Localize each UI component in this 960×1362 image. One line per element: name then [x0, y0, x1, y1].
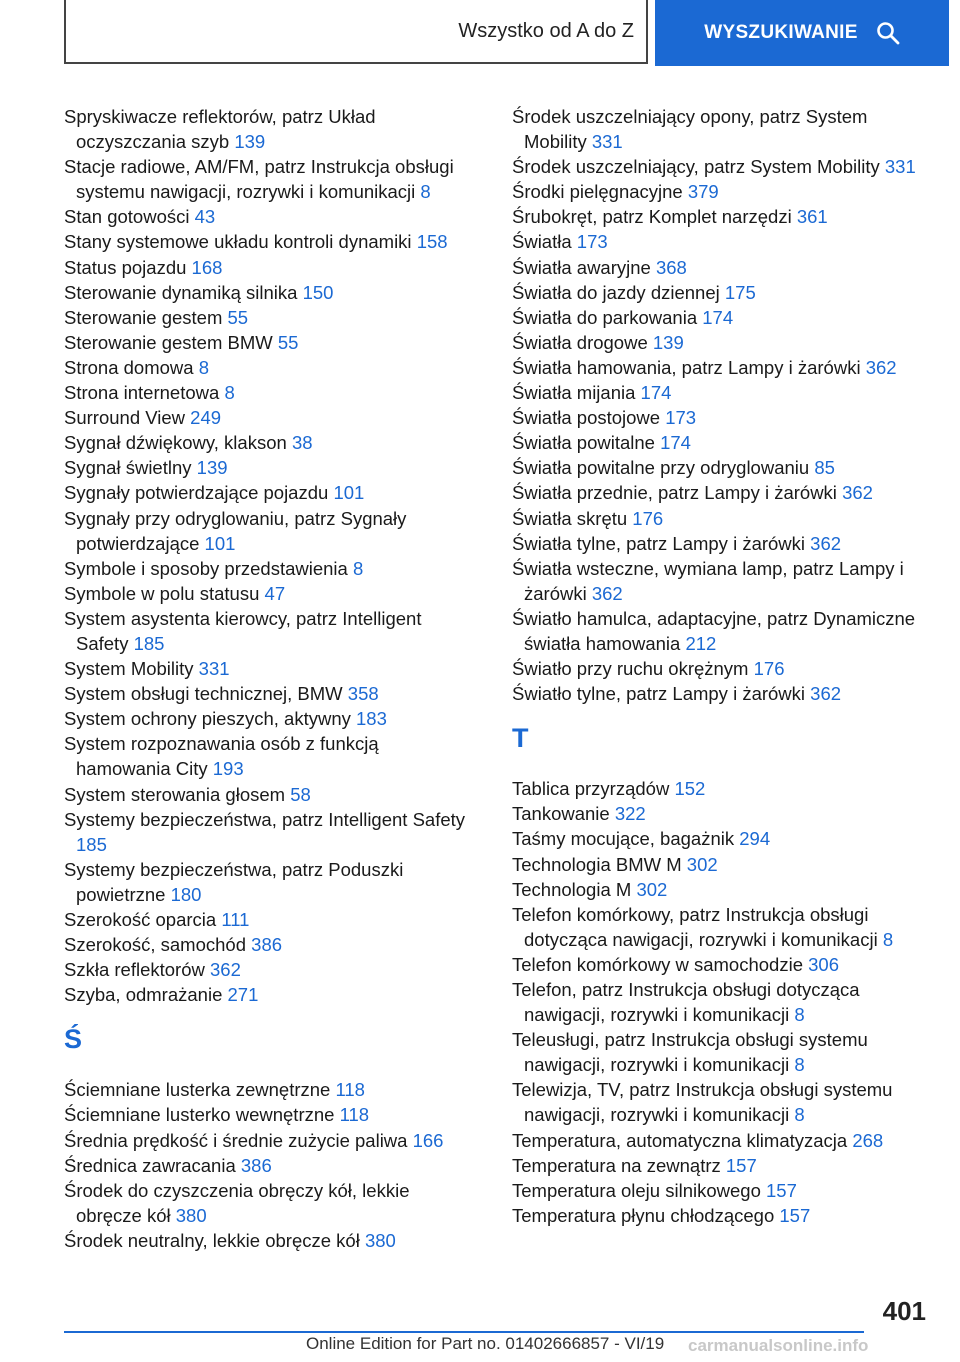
- index-entry: [512, 852, 932, 877]
- page-link[interactable]: 43: [194, 206, 216, 228]
- page-link[interactable]: 85: [814, 457, 835, 479]
- index-entry: [512, 355, 932, 380]
- page-link[interactable]: 249: [190, 407, 222, 429]
- index-entry: [512, 229, 932, 254]
- index-entry-text: Śrubokręt, patrz Komplet narzędzi: [512, 206, 792, 228]
- index-entry: [512, 380, 932, 405]
- index-entry: [64, 380, 476, 405]
- page-link[interactable]: 368: [655, 256, 687, 278]
- tab-a-to-z[interactable]: [64, 0, 648, 64]
- index-entry-text: Sygnał dźwiękowy, klakson: [64, 432, 287, 454]
- page-link[interactable]: 55: [277, 331, 299, 353]
- index-entry-text: Światło tylne, patrz Lampy i żarówki: [512, 683, 806, 705]
- index-entry-text: Środki pielęgnacyjne: [512, 181, 683, 203]
- page-link[interactable]: 8: [352, 557, 364, 579]
- index-entry-text: Surround View: [64, 407, 186, 429]
- page-link[interactable]: 8: [794, 1104, 805, 1126]
- index-entry: [512, 305, 932, 330]
- index-entry-text: Telefon komórkowy, patrz Instrukcja obsługi dotycząca nawigacji, rozrywki i komunikacji: [512, 903, 878, 950]
- page-link[interactable]: 166: [412, 1129, 444, 1151]
- index-entry: [64, 305, 476, 330]
- page-link[interactable]: 361: [796, 206, 828, 228]
- index-entry-text: Światła mijania: [512, 382, 636, 404]
- page-link[interactable]: 152: [674, 778, 706, 800]
- section-letter: T: [512, 723, 529, 754]
- index-entry-text: System asystenta kierowcy, patrz Intelligent Safety: [64, 607, 422, 654]
- index-entry-text: Spryskiwacze reflektorów, patrz Układ oczyszczania szyb: [64, 106, 376, 153]
- index-entry: [64, 204, 476, 229]
- index-entry-text: Światła: [512, 231, 572, 253]
- page-link[interactable]: 139: [234, 131, 266, 153]
- page-link[interactable]: 294: [739, 828, 771, 850]
- page-link[interactable]: 358: [347, 683, 379, 705]
- index-entry: [512, 1027, 932, 1077]
- page-link[interactable]: 183: [356, 708, 387, 730]
- page-link[interactable]: 173: [576, 231, 608, 253]
- index-entry-text: Temperatura oleju silnikowego: [512, 1179, 761, 1201]
- index-entry-text: Sygnały potwierdzające pojazdu: [64, 482, 329, 504]
- page-link[interactable]: 362: [865, 356, 897, 378]
- index-entry: [512, 977, 932, 1027]
- index-entry-text: Status pojazdu: [64, 256, 187, 278]
- index-entry: [64, 1128, 476, 1153]
- index-entry: [512, 681, 932, 706]
- index-entry-text: Telefon, patrz Instrukcja obsługi dotycząca nawigacji, rozrywki i komunikacji: [512, 979, 860, 1026]
- index-entry-text: Szyba, odmrażanie: [64, 984, 223, 1006]
- index-entry-text: Środek uszczelniający opony, patrz System Mobility: [512, 106, 868, 153]
- index-entry-text: Światła przednie, patrz Lampy i żarówki: [512, 482, 837, 504]
- page-link[interactable]: 58: [290, 783, 311, 805]
- index-entry: [64, 455, 476, 480]
- index-entry: [512, 1153, 932, 1178]
- watermark: carmanualsonline.info: [688, 1336, 869, 1355]
- edition-note: Online Edition for Part no. 01402666857 - VI/19: [306, 1334, 665, 1353]
- index-entry-text: Symbole i sposoby przedstawienia: [64, 557, 348, 579]
- index-entry: [512, 1077, 932, 1127]
- index-entry-text: Strona internetowa: [64, 382, 220, 404]
- tab-search[interactable]: [655, 0, 949, 66]
- index-entry: [512, 104, 932, 154]
- index-entry-text: Środek do czyszczenia obręczy kół, lekkie obręcze kół: [64, 1179, 410, 1226]
- index-entry-text: Światła wsteczne, wymiana lamp, patrz Lampy i żarówki: [512, 557, 904, 604]
- index-entry-text: Światła drogowe: [512, 331, 648, 353]
- index-entry: [64, 656, 476, 681]
- index-entry: [64, 430, 476, 455]
- index-entry: [64, 480, 476, 505]
- tab-search-label: WYSZUKIWANIE: [704, 22, 858, 43]
- index-entry-text: Technologia M: [512, 878, 632, 900]
- index-entry: [512, 1178, 932, 1203]
- index-entry: [512, 556, 932, 606]
- page-link[interactable]: 47: [264, 582, 286, 604]
- page-link[interactable]: 101: [333, 482, 365, 504]
- index-entry: [512, 204, 932, 229]
- page-link[interactable]: 331: [884, 156, 916, 178]
- index-entry: [512, 405, 932, 430]
- page-link[interactable]: 8: [882, 928, 894, 950]
- page-link[interactable]: 362: [810, 532, 842, 554]
- index-entry: [64, 857, 476, 907]
- index-entry: [64, 1153, 476, 1178]
- index-entry: [512, 1128, 932, 1153]
- page-link[interactable]: 306: [808, 953, 840, 975]
- index-entry-text: Temperatura, automatyczna klimatyzacja: [512, 1129, 848, 1151]
- index-entry-text: Światła tylne, patrz Lampy i żarówki: [512, 532, 806, 554]
- index-entry: [64, 229, 476, 254]
- index-entry-text: System sterowania głosem: [64, 783, 286, 805]
- index-entry-text: Światło przy ruchu okrężnym: [512, 658, 749, 680]
- page-link[interactable]: 118: [335, 1079, 365, 1101]
- page-link[interactable]: 8: [198, 356, 210, 378]
- index-entry-text: Sygnały przy odryglowaniu, patrz Sygnały potwierdzające: [64, 507, 407, 554]
- index-entry: [64, 330, 476, 355]
- page-link[interactable]: 174: [702, 306, 734, 328]
- index-entry: [64, 782, 476, 807]
- page-link[interactable]: 8: [420, 181, 431, 203]
- search-icon: [876, 21, 900, 45]
- index-entry: [64, 982, 476, 1007]
- page-link[interactable]: 101: [204, 532, 236, 554]
- footer-divider: [64, 1331, 864, 1333]
- index-entry: [512, 656, 932, 681]
- index-entry: [64, 807, 476, 857]
- page-link[interactable]: 362: [591, 582, 623, 604]
- page-link[interactable]: 322: [614, 803, 646, 825]
- index-entry-text: Średnica zawracania: [64, 1154, 236, 1176]
- index-entry: [512, 952, 932, 977]
- page-link[interactable]: 175: [724, 281, 756, 303]
- index-entry-text: Telefon komórkowy w samochodzie: [512, 953, 803, 975]
- page-link[interactable]: 8: [794, 1054, 805, 1076]
- index-entry: [512, 255, 932, 280]
- index-entry-text: Światła do jazdy dziennej: [512, 281, 720, 303]
- header: [0, 0, 960, 66]
- index-entry: [64, 154, 476, 204]
- page-link[interactable]: 180: [170, 883, 202, 905]
- index-entry-text: Szerokość oparcia: [64, 909, 217, 930]
- page-link[interactable]: 362: [210, 959, 241, 981]
- page-link[interactable]: 271: [227, 984, 259, 1006]
- index-entry: [64, 104, 476, 154]
- index-entry: [64, 606, 476, 656]
- index-entry-text: Światła do parkowania: [512, 306, 698, 328]
- index-entry-text: Systemy bezpieczeństwa, patrz Poduszki powietrzne: [64, 858, 404, 905]
- page-link[interactable]: 118: [339, 1104, 370, 1126]
- page-link[interactable]: 331: [591, 131, 623, 153]
- index-entry-text: Stany systemowe układu kontroli dynamiki: [64, 231, 412, 253]
- index-entry: [64, 731, 476, 781]
- index-entry: [512, 531, 932, 556]
- page-link[interactable]: 193: [212, 758, 244, 780]
- page-link[interactable]: 174: [660, 432, 691, 454]
- index-entry-text: Światła powitalne przy odryglowaniu: [512, 457, 810, 479]
- index-entry-text: Temperatura płynu chłodzącego: [512, 1204, 775, 1226]
- page-link[interactable]: 174: [640, 382, 672, 404]
- index-entry-text: Sterowanie gestem: [64, 306, 223, 328]
- index-column-left: [64, 104, 476, 1253]
- index-entry: [512, 480, 932, 505]
- index-entry-text: Środek neutralny, lekkie obręcze kół: [64, 1229, 360, 1251]
- index-entry: [512, 280, 932, 305]
- index-entry-text: Ściemniane lusterko wewnętrzne: [64, 1104, 335, 1126]
- index-entry-text: Sygnał świetlny: [64, 457, 192, 479]
- index-entry-text: Teleusługi, patrz Instrukcja obsługi systemu nawigacji, rozrywki i komunikacji: [512, 1029, 868, 1076]
- page-link[interactable]: 268: [852, 1129, 884, 1151]
- index-entry-text: Światła powitalne: [512, 432, 655, 454]
- index-entry-text: Systemy bezpieczeństwa, patrz Intelligent Safety: [64, 808, 466, 830]
- index-entry: [512, 877, 932, 902]
- index-entry-text: Strona domowa: [64, 356, 194, 378]
- page-link[interactable]: 158: [416, 231, 448, 253]
- index-entry: [64, 255, 476, 280]
- index-entry: [512, 826, 932, 851]
- index-entry: [64, 1077, 476, 1102]
- index-entry-text: Sterowanie gestem BMW: [64, 331, 273, 353]
- page-link[interactable]: 8: [794, 1004, 805, 1026]
- index-entry-text: Światła hamowania, patrz Lampy i żarówki: [512, 356, 861, 378]
- index-entry: [64, 355, 476, 380]
- index-entry-text: System Mobility: [64, 658, 194, 680]
- index-entry-text: Średnia prędkość i średnie zużycie paliwa: [64, 1129, 408, 1151]
- index-entry: [64, 706, 476, 731]
- index-entry-text: Światła awaryjne: [512, 256, 651, 278]
- index-entry-text: Środek uszczelniający, patrz System Mobility: [512, 156, 880, 178]
- index-entry-text: Tablica przyrządów: [512, 778, 670, 800]
- index-entry: [512, 506, 932, 531]
- index-entry: [64, 556, 476, 581]
- page-link[interactable]: 55: [227, 306, 249, 328]
- page-link[interactable]: 185: [76, 833, 107, 855]
- index-entry-text: System rozpoznawania osób z funkcją hamowania City: [64, 733, 379, 780]
- page-link[interactable]: 212: [685, 632, 717, 654]
- index-entry: [512, 776, 932, 801]
- page-link[interactable]: 157: [779, 1204, 811, 1226]
- page-link[interactable]: 362: [810, 683, 842, 705]
- page-link[interactable]: 185: [133, 632, 165, 654]
- page-link[interactable]: 111: [221, 909, 250, 930]
- index-entry: [512, 801, 932, 826]
- page-link[interactable]: 38: [291, 432, 313, 454]
- index-entry: [64, 957, 476, 982]
- index-entry-text: Telewizja, TV, patrz Instrukcja obsługi systemu nawigacji, rozrywki i komunikacji: [512, 1079, 893, 1126]
- index-entry-text: Szerokość, samochód: [64, 934, 247, 956]
- index-entry-text: Symbole w polu statusu: [64, 582, 260, 604]
- page-link[interactable]: 176: [753, 658, 785, 680]
- index-entry-text: Temperatura na zewnątrz: [512, 1154, 721, 1176]
- page-link[interactable]: 176: [632, 507, 664, 529]
- page-link[interactable]: 302: [686, 853, 718, 875]
- page-link[interactable]: 157: [766, 1179, 797, 1201]
- index-entry: [64, 907, 476, 932]
- index-entry-text: Technologia BMW M: [512, 853, 682, 875]
- index-entry-text: Tankowanie: [512, 803, 610, 825]
- index-entry-text: Światła skrętu: [512, 507, 628, 529]
- page-link[interactable]: 380: [364, 1229, 396, 1251]
- index-entry-text: Stacje radiowe, AM/FM, patrz Instrukcja obsługi systemu nawigacji, rozrywki i komunikacji: [64, 156, 454, 203]
- page-link[interactable]: 380: [175, 1204, 207, 1226]
- index-entry: [64, 932, 476, 957]
- index-entry-text: Taśmy mocujące, bagażnik: [512, 828, 735, 850]
- index-entry: [64, 581, 476, 606]
- page-link[interactable]: 379: [687, 181, 719, 203]
- index-entry: [64, 1102, 476, 1127]
- page-link[interactable]: 362: [842, 482, 873, 504]
- page-link[interactable]: 8: [224, 382, 235, 404]
- index-entry-text: Ściemniane lusterka zewnętrzne: [64, 1079, 331, 1101]
- index-entry-text: Stan gotowości: [64, 206, 190, 228]
- index-entry: [512, 330, 932, 355]
- page-link[interactable]: 157: [725, 1154, 757, 1176]
- index-entry-text: Szkła reflektorów: [64, 959, 205, 981]
- page-link[interactable]: 331: [198, 658, 230, 680]
- index-entry: [64, 506, 476, 556]
- page-link[interactable]: 168: [191, 256, 223, 278]
- index-entry-text: System obsługi technicznej, BMW: [64, 683, 343, 705]
- index-entry: [512, 179, 932, 204]
- index-entry-text: Światło hamulca, adaptacyjne, patrz Dynamiczne światła hamowania: [512, 607, 916, 654]
- index-entry: [64, 1178, 476, 1228]
- index-entry: [64, 280, 476, 305]
- tab-a-to-z-label: Wszystko od A do Z: [458, 19, 634, 42]
- index-entry-text: Sterowanie dynamiką silnika: [64, 281, 298, 303]
- page-link[interactable]: 386: [251, 934, 283, 956]
- section-letter: Ś: [64, 1024, 83, 1055]
- index-entry: [512, 1203, 932, 1228]
- page-link[interactable]: 139: [652, 331, 684, 353]
- page-link[interactable]: 173: [665, 407, 697, 429]
- page-link[interactable]: 386: [240, 1154, 272, 1176]
- index-entry: [512, 606, 932, 656]
- index-entry-text: System ochrony pieszych, aktywny: [64, 708, 351, 730]
- index-entry: [64, 1228, 476, 1253]
- page-link[interactable]: 150: [302, 281, 334, 303]
- index-entry: [64, 681, 476, 706]
- index-entry-text: Światła postojowe: [512, 407, 661, 429]
- index-entry: [512, 455, 932, 480]
- index-entry: [512, 430, 932, 455]
- page-link[interactable]: 139: [196, 457, 228, 479]
- page-link[interactable]: 302: [636, 878, 668, 900]
- index-column-right: [512, 104, 932, 1228]
- page-number: 401: [882, 1296, 926, 1326]
- index-entry: [512, 154, 932, 179]
- index-entry: [512, 902, 932, 952]
- index-entry: [64, 405, 476, 430]
